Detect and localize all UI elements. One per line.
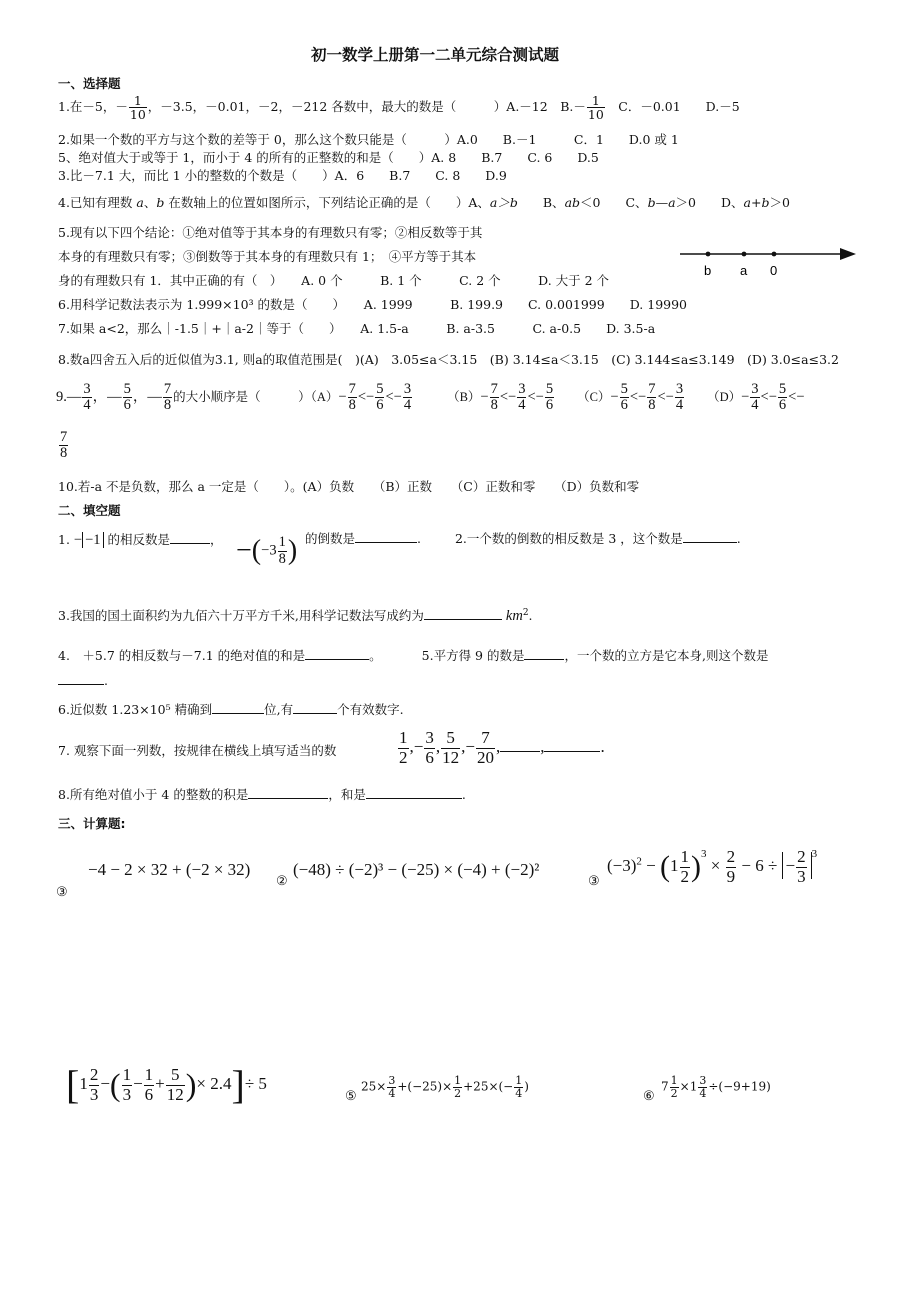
operator: − xyxy=(641,856,661,876)
fill6-text-b: 位,有 xyxy=(264,702,294,717)
denominator: 10 xyxy=(129,107,146,123)
fraction xyxy=(698,1075,707,1099)
point-a xyxy=(742,252,747,257)
fraction xyxy=(670,1075,679,1099)
point-b xyxy=(706,252,711,257)
denominator: 6 xyxy=(144,1084,154,1104)
numerator: 7 xyxy=(490,381,498,397)
numerator: 2 xyxy=(726,847,736,866)
numerator: 5 xyxy=(166,1066,185,1086)
fraction xyxy=(680,848,691,886)
section-heading-calc: 三、计算题: xyxy=(58,816,126,831)
fraction xyxy=(750,382,759,413)
fill1-number: 1. xyxy=(58,532,70,547)
denominator: 8 xyxy=(60,445,68,462)
fraction xyxy=(514,1075,523,1099)
question-3: 3.比－7.1 大，而比 1 小的整数的个数是（ ）A．6 B.7 C. 8 D.9 xyxy=(58,168,507,183)
fill4-text: 4. ＋5.7 的相反数与－7.1 的绝对值的和是 xyxy=(58,648,306,663)
numerator: 1 xyxy=(515,1074,523,1087)
denominator: 8 xyxy=(490,397,498,414)
q1-text-post: C．－0.01 D.－5 xyxy=(605,99,740,115)
denominator: 4 xyxy=(403,397,412,414)
question-5-line-2: 本身的有理数只有零；③倒数等于其本身的有理数只有 1； ④平方等于其本 xyxy=(58,249,477,264)
abs-expression: − −1 xyxy=(74,532,104,548)
unit-km: km xyxy=(505,608,523,625)
variable-a: a xyxy=(136,195,144,210)
operator: × xyxy=(679,1079,690,1094)
calc-expression-6 xyxy=(661,1075,771,1099)
answer-blank[interactable] xyxy=(355,542,417,543)
exponent: 3 xyxy=(811,848,818,861)
term: × 2.4 xyxy=(196,1073,232,1093)
calc-label-6: ⑥ xyxy=(643,1089,655,1104)
q9-option-d: （D） xyxy=(707,390,742,405)
question-7: 7.如果 a<2，那么｜-1.5｜+｜a-2｜等于（ ） A. 1.5-a B. a-3.5 C. a-0.5 D. 3.5-a xyxy=(58,321,656,336)
term: (−3) xyxy=(607,856,637,876)
fill-question-5-wrap: . xyxy=(58,674,108,688)
denominator: 6 xyxy=(123,397,131,414)
calc-label-1: ③ xyxy=(56,885,68,900)
numerator: 1 xyxy=(278,534,286,551)
answer-blank[interactable] xyxy=(424,619,502,620)
denominator: 6 xyxy=(376,397,384,414)
fraction xyxy=(490,382,499,413)
fraction xyxy=(517,382,526,413)
fraction xyxy=(545,382,554,413)
q4-text: ＜0 C、 xyxy=(580,195,648,210)
operator: × xyxy=(706,856,725,876)
label-a: a xyxy=(740,263,748,278)
q9-option-b: （B） xyxy=(447,390,481,405)
fraction xyxy=(403,382,412,413)
section-heading-choice: 一、选择题 xyxy=(58,76,121,91)
whole-part: 3 xyxy=(269,542,277,559)
numerator: 3 xyxy=(518,381,526,397)
fraction xyxy=(726,848,737,886)
question-2: 2.如果一个数的平方与这个数的差等于 0，那么这个数只能是（ ）A.0 B.－1 C．1 D.0 或 1 xyxy=(58,132,679,147)
answer-blank[interactable] xyxy=(366,798,462,799)
fill6-text-c: 个有效数字. xyxy=(337,702,404,717)
denominator: 2 xyxy=(680,866,690,886)
numerator: 5 xyxy=(620,381,628,397)
numerator: 3 xyxy=(388,1074,396,1087)
denominator: 6 xyxy=(620,397,628,414)
fill4-end: 。 xyxy=(369,648,382,663)
fill-question-1: 1. − −1 的相反数是 ， xyxy=(58,532,223,548)
number-line-arrow-icon xyxy=(840,248,856,260)
q4-text: 在数轴上的位置如图所示，下列结论正确的是（ ）A、 xyxy=(164,195,490,210)
numerator: 1 xyxy=(680,847,690,866)
question-5-line-3: 身的有理数只有 1．其中正确的有（ ） A. 0 个 B. 1 个 C. 2 个 D. 大于 2 个 xyxy=(58,273,610,288)
denominator: 3 xyxy=(122,1084,132,1104)
denominator: 20 xyxy=(476,747,494,767)
unit-exponent: 2 xyxy=(522,608,529,618)
fraction xyxy=(144,1066,155,1104)
fraction xyxy=(424,729,435,767)
denominator: 4 xyxy=(751,397,759,414)
label-b: b xyxy=(704,263,712,278)
fraction xyxy=(587,94,605,121)
fill-question-3: 3.我国的国土面积约为九佰六十万平方千米,用科学记数法写成约为 $km^2$. xyxy=(58,608,533,625)
question-10: 10.若-a 不是负数，那么 a 一定是（ ）。(A）负数 （B）正数 （C）正数和零 （D）负数和零 xyxy=(58,479,640,494)
denominator: 4 xyxy=(515,1086,523,1100)
answer-blank[interactable] xyxy=(305,659,369,660)
q4-text: ＞0 xyxy=(769,195,790,210)
q9-mid: 的大小顺序是（ ）（A） xyxy=(173,390,339,405)
fraction xyxy=(82,382,91,413)
denominator: 4 xyxy=(518,397,526,414)
fraction xyxy=(778,382,787,413)
option-d-expr: a+b xyxy=(743,195,770,210)
numerator: 1 xyxy=(587,94,605,108)
numerator: 7 xyxy=(476,729,495,749)
section-heading-fill: 二、填空题 xyxy=(58,503,121,518)
term: ) xyxy=(524,1079,529,1094)
numerator: 7 xyxy=(348,381,356,397)
fraction xyxy=(163,382,172,413)
fraction xyxy=(398,729,409,767)
q1-text-pre: 1.在－5，－ xyxy=(58,99,128,115)
denominator: 6 xyxy=(425,747,434,767)
fill6-text-a: 6.近似数 1.23×10⁵ 精确到 xyxy=(58,702,213,717)
numerator: 7 xyxy=(163,381,172,397)
term: ÷(−9+19) xyxy=(708,1079,771,1094)
q9-pre: 9.— xyxy=(56,389,82,406)
denominator: 4 xyxy=(83,397,91,414)
denominator: 8 xyxy=(163,397,172,414)
fraction xyxy=(89,1066,100,1104)
q1-text-mid: ，－3.5，－0.01，－2，－212 各数中，最大的数是（ ）A.－12 B.－ xyxy=(147,99,586,115)
numerator: 7 xyxy=(60,429,68,445)
term: +25×(− xyxy=(463,1079,514,1094)
question-4 xyxy=(58,196,790,210)
fill5-text: 5.平方得 9 的数是 xyxy=(421,648,525,663)
whole-part: 7 xyxy=(661,1079,669,1094)
numerator: 3 xyxy=(83,381,91,397)
fraction xyxy=(441,729,460,767)
fill5-text-2: ，一个数的立方是它本身,则这个数是 xyxy=(564,648,769,663)
fill1-text-2: 的倒数是 xyxy=(305,531,356,546)
sign: − xyxy=(465,737,475,757)
fill-question-8: 8.所有绝对值小于 4 的整数的积是 ，和是 . xyxy=(58,787,466,802)
numerator: 5 xyxy=(545,381,554,397)
calc-expression-2: (−48) ÷ (−2)³ − (−25) × (−4) + (−2)² xyxy=(293,860,540,879)
operator: − 6 ÷ xyxy=(737,856,782,876)
fill2-text: 2.一个数的倒数的相反数是 3 ，这个数是 xyxy=(454,531,683,546)
fraction xyxy=(796,848,807,886)
denominator: 9 xyxy=(726,866,736,886)
numerator: 3 xyxy=(675,381,684,397)
page-title: 初一数学上册第一二单元综合测试题 xyxy=(311,46,560,64)
denominator: 2 xyxy=(454,1086,462,1100)
answer-blank[interactable] xyxy=(170,543,210,544)
fraction xyxy=(59,430,68,461)
option-c-expr: b—a xyxy=(647,195,676,210)
fraction xyxy=(123,382,132,413)
q4-text: 4.已知有理数 xyxy=(58,195,137,210)
q9-wrapped-fraction xyxy=(58,430,69,461)
denominator: 6 xyxy=(778,397,787,414)
sign: − xyxy=(413,737,424,757)
numerator: 5 xyxy=(778,381,787,397)
answer-blank[interactable] xyxy=(500,751,540,752)
q4-text: B、 xyxy=(517,195,565,210)
q4-text: ＞0 D、 xyxy=(675,195,744,210)
denominator: 3 xyxy=(89,1084,99,1104)
numerator: 5 xyxy=(123,381,131,397)
fraction xyxy=(453,1075,462,1099)
denominator: 6 xyxy=(545,397,554,414)
absolute-value: − $\frac{2}{3}$ xyxy=(782,852,812,879)
fraction xyxy=(620,382,629,413)
denominator: 8 xyxy=(648,397,656,414)
question-9: 9.— $\frac{3}{4}$ ，— $\frac{5}{6}$ ，— $\frac{7}{8}$ 的大小顺序是（ ）（A）− $\frac{7}{8}$ <− $\frac{5}{6}$ <− $\frac{3}{4}$ （B）− $\frac{7}{8}$ <− $\frac{3}{4}$ <− $\frac{5}{6}$ （C）− $\frac{5}{6}$ <− $\frac{7}{8}$ <− $\frac{3}{4}$ （D）− $\frac{3}{4}$ <− $\frac{5}{6}$ <− xyxy=(56,381,805,414)
denominator: 8 xyxy=(348,397,356,414)
q4-text: 、 xyxy=(143,195,157,210)
q9-option-c: （C） xyxy=(577,390,611,405)
numerator: 3 xyxy=(425,728,434,747)
numerator: 2 xyxy=(89,1064,99,1084)
term: 25× xyxy=(361,1079,387,1094)
answer-blank[interactable] xyxy=(544,751,600,752)
numerator: 3 xyxy=(699,1074,707,1087)
numerator: 1 xyxy=(454,1074,462,1087)
numerator: 1 xyxy=(670,1074,678,1087)
numerator: 1 xyxy=(144,1064,154,1084)
question-8: 8.数a四舍五入后的近似值为3.1, 则a的取值范围是( )(A) 3.05≤a＜3.15 (B) 3.14≤a＜3.15 (C) 3.144≤a≤3.149 (D) 3.0≤a≤3.2 xyxy=(58,352,839,367)
numerator: 7 xyxy=(648,381,656,397)
numerator: 5 xyxy=(376,381,384,397)
fraction xyxy=(375,382,384,413)
denominator: 8 xyxy=(278,550,286,567)
denominator: 2 xyxy=(670,1086,678,1100)
calc-label-5: ⑤ xyxy=(345,1089,357,1104)
label-0: 0 xyxy=(770,263,778,278)
whole-part: 1 xyxy=(79,1073,88,1093)
point-0 xyxy=(772,252,777,257)
sequence-expression: $\frac{1}{2}$ ,− $\frac{3}{6}$ , $\frac{5}{12}$ ,− $\frac{7}{20}$ , , . xyxy=(399,728,605,767)
denominator: 12 xyxy=(442,747,460,767)
numerator: 5 xyxy=(441,729,460,749)
fraction xyxy=(476,729,495,767)
fraction xyxy=(122,1066,133,1104)
whole-part: 1 xyxy=(689,1079,698,1094)
fill-question-4 xyxy=(58,649,768,663)
option-b-expr: ab xyxy=(564,195,581,210)
fraction xyxy=(348,382,357,413)
calc-expression-1: −4 − 2 × 32 + (−2 × 32) xyxy=(88,860,251,879)
calc-label-3: ③ xyxy=(588,874,600,889)
denominator: 12 xyxy=(166,1084,184,1104)
question-5-sum: 5、绝对值大于或等于 1，而小于 4 的所有的正整数的和是（ ）A. 8 B.7 C. 6 D.5 xyxy=(58,150,599,165)
answer-blank[interactable] xyxy=(293,713,337,714)
denominator: 4 xyxy=(675,397,684,414)
fraction xyxy=(166,1066,185,1104)
question-6: 6.用科学记数法表示为 1.999×10³ 的数是（ ） A. 1999 B. 199.9 C. 0.001999 D. 19990 xyxy=(58,297,687,312)
calc-expression-5 xyxy=(361,1075,529,1099)
option-a-expr: a＞b xyxy=(489,195,518,210)
variable-b: b xyxy=(156,195,165,210)
denominator: 2 xyxy=(399,747,408,767)
denominator: 3 xyxy=(797,866,806,886)
fill-question-7: 7. 观察下面一列数，按规律在横线上填写适当的数 xyxy=(58,743,337,758)
numerator: 2 xyxy=(797,847,806,866)
fill8-text-b: ，和是 xyxy=(328,787,366,802)
answer-blank[interactable] xyxy=(248,798,328,799)
denominator: 4 xyxy=(388,1086,396,1100)
denominator: 10 xyxy=(587,107,604,123)
calc-expression-3: $(-3)^2 - (1$ $\frac{1}{2}$ )$^3$ × $\frac{2}{9}$ − 6 ÷ − $\frac{2}{3}$ $^3$ xyxy=(607,847,818,886)
fraction xyxy=(387,1075,396,1099)
number-line-figure xyxy=(676,242,858,282)
numerator: 1 xyxy=(399,728,408,747)
term: +(−25)× xyxy=(397,1079,453,1094)
fill1-text: 的相反数是 xyxy=(107,532,171,547)
whole-part: 1 xyxy=(670,856,679,876)
exponent: 2 xyxy=(636,855,642,868)
denominator: 4 xyxy=(699,1086,707,1100)
exponent: 3 xyxy=(701,848,707,861)
answer-blank[interactable] xyxy=(212,713,264,714)
fill-question-6 xyxy=(58,703,404,717)
calc-label-2: ② xyxy=(276,874,288,889)
numerator: 1 xyxy=(129,94,147,108)
fill3-text: 3.我国的国土面积约为九佰六十万平方千米,用科学记数法写成约为 xyxy=(58,608,424,624)
term: ÷ 5 xyxy=(244,1073,267,1093)
answer-blank[interactable] xyxy=(58,684,104,685)
fill8-text-a: 8.所有绝对值小于 4 的整数的积是 xyxy=(58,787,249,802)
numerator: 3 xyxy=(403,381,412,397)
fraction xyxy=(647,382,656,413)
question-5-line-1: 5.现有以下四个结论：①绝对值等于其本身的有理数只有零；②相反数等于其 xyxy=(58,225,483,240)
fraction xyxy=(278,535,287,566)
fraction xyxy=(129,94,147,121)
answer-blank[interactable] xyxy=(683,542,737,543)
numerator: 1 xyxy=(122,1064,132,1084)
fraction xyxy=(675,382,684,413)
question-1 xyxy=(58,94,740,121)
mixed-number-expression: −(−3 $\frac{1}{8}$ ) xyxy=(236,534,298,567)
answer-blank[interactable] xyxy=(524,659,564,660)
calc-expression-4: [1 $\frac{2}{3}$ −( $\frac{1}{3}$ − $\frac{1}{6}$ + $\frac{5}{12}$ )× 2.4]÷ 5 xyxy=(66,1062,267,1107)
fill-question-1b: 的倒数是 . 2.一个数的倒数的相反数是 3 ，这个数是 . xyxy=(305,531,741,546)
numerator: 3 xyxy=(751,381,759,397)
